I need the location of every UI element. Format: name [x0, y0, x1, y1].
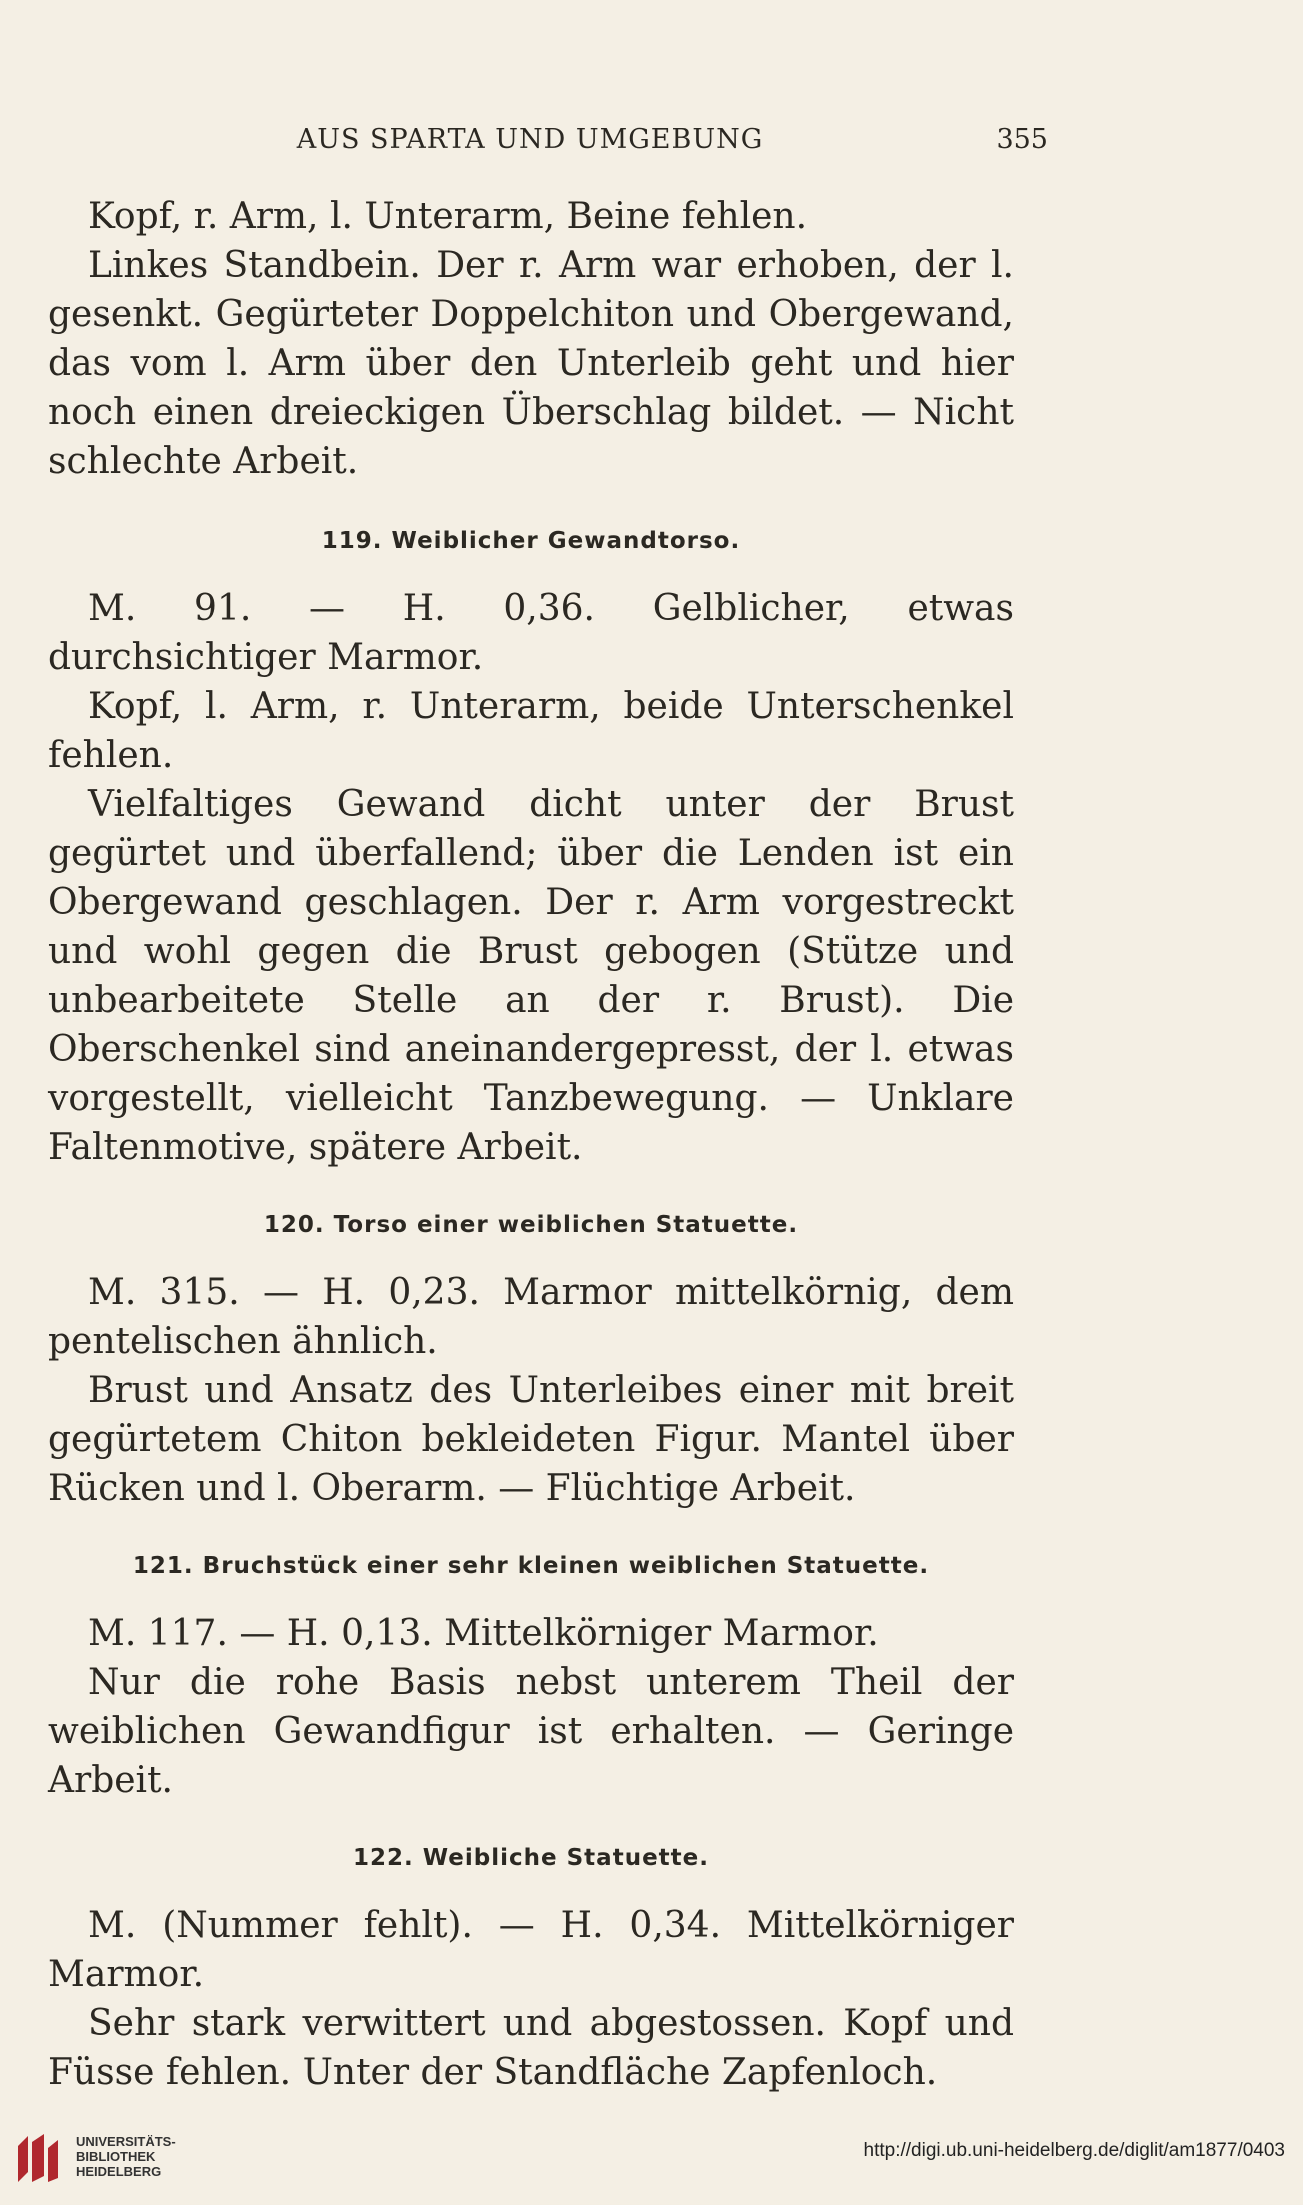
- permalink-url[interactable]: http://digi.ub.uni-heidelberg.de/diglit/am1877/0403: [863, 2140, 1285, 2161]
- continuation-line: Kopf, r. Arm, l. Unterarm, Beine fehlen.: [88, 196, 808, 237]
- entry-heading-119: 119. Weiblicher Gewandtorso.: [321, 528, 741, 554]
- entry-119-description: Vielfaltiges Gewand dicht unter der Brust gegürtet und überfallend; über die Lenden ist ein Obergewand geschlagen. Der r. Arm vorgestreckt und wohl gegen die Brust gebogen (Stütze und unbearbeitete Stelle an der r. Brust). Die Oberschenkel sind aneinandergepresst, der l. etwas vorgestellt, vielleicht Tanzbewegung. — Unklare Faltenmotive, spätere Arbeit.: [48, 784, 1014, 1168]
- continuation-paragraph: Linkes Standbein. Der r. Arm war erhoben, der l. gesenkt. Gegürteter Doppelchiton und Obergewand, das vom l. Arm über den Unterleib geht und hier noch einen dreieckigen Überschlag bildet. — Nicht schlechte Arbeit.: [48, 245, 1014, 482]
- entry-119-missing: Kopf, l. Arm, r. Unterarm, beide Unterschenkel fehlen.: [48, 686, 1014, 776]
- library-line-2: BIBLIOTHEK: [76, 2149, 156, 2164]
- university-library-logo-icon: [16, 2132, 60, 2184]
- page-number: 355: [996, 124, 1048, 155]
- entry-heading-121: 121. Bruchstück einer sehr kleinen weiblichen Statuette.: [132, 1553, 930, 1579]
- entry-heading-120: 120. Torso einer weiblichen Statuette.: [263, 1212, 799, 1238]
- running-title: AUS SPARTA UND UMGEBUNG: [296, 124, 764, 155]
- running-header: [50, 124, 1048, 164]
- entry-121-description: Nur die rohe Basis nebst unterem Theil der weiblichen Gewandfigur ist erhalten. — Geringe Arbeit.: [48, 1662, 1014, 1801]
- entry-120-description: Brust und Ansatz des Unterleibes einer mit breit gegürtetem Chiton bekleideten Figur. Mantel über Rücken und l. Oberarm. — Flüchtige Arbeit.: [48, 1370, 1014, 1509]
- entry-heading-122: 122. Weibliche Statuette.: [352, 1845, 709, 1871]
- entry-121-measure: M. 117. — H. 0,13. Mittelkörniger Marmor.: [88, 1613, 879, 1654]
- entry-119-measure: M. 91. — H. 0,36. Gelblicher, etwas durchsichtiger Marmor.: [48, 588, 1014, 678]
- library-line-3: HEIDELBERG: [76, 2164, 162, 2179]
- library-name: [76, 2134, 176, 2179]
- entry-122-measure: M. (Nummer fehlt). — H. 0,34. Mittelkörniger Marmor.: [48, 1905, 1014, 1995]
- entry-122-description: Sehr stark verwittert und abgestossen. Kopf und Füsse fehlen. Unter der Standfläche Zapfenloch.: [48, 2003, 1014, 2093]
- page-body: [48, 170, 1014, 2097]
- library-line-1: UNIVERSITÄTS-: [76, 2134, 176, 2149]
- entry-120-measure: M. 315. — H. 0,23. Marmor mittelkörnig, dem pentelischen ähnlich.: [48, 1272, 1014, 1362]
